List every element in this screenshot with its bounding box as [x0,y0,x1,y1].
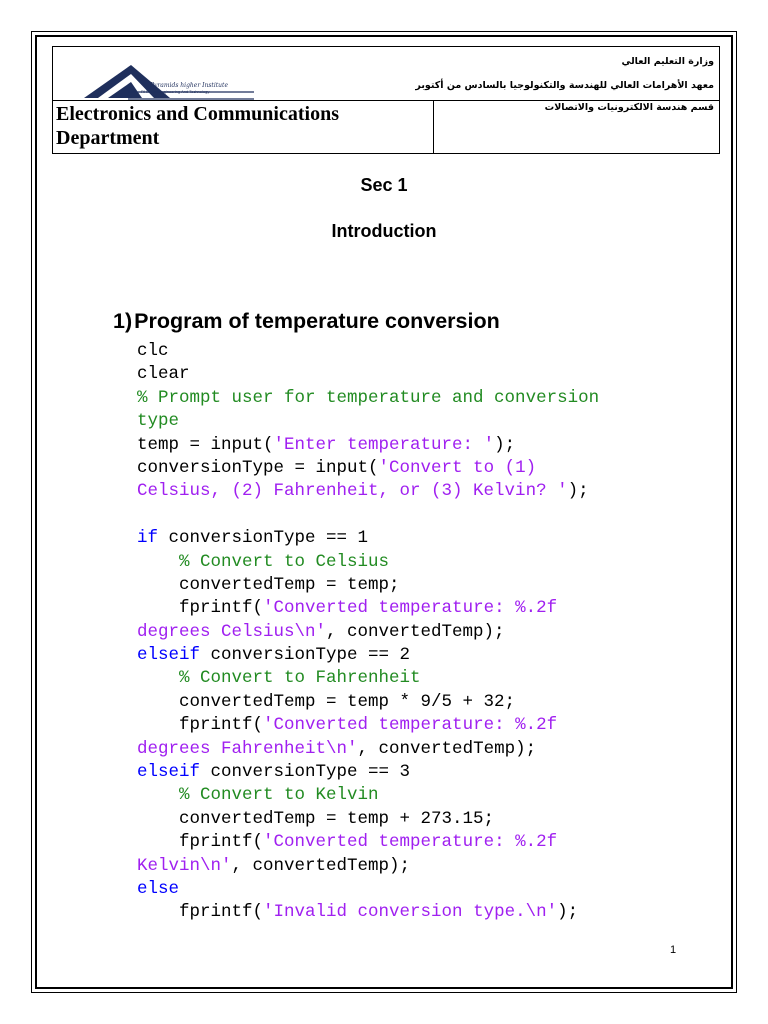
code-token: ); [494,434,516,455]
code-token: convertedTemp = temp; [137,574,400,595]
code-line [137,434,599,457]
section-subtitle: Introduction [331,221,437,241]
department-name: Electronics and Communications Department [56,103,339,149]
code-line [137,340,599,363]
code-token: clear [137,364,190,385]
code-token: degrees Celsius\n' [137,621,327,642]
code-token: type [137,411,180,432]
code-token: 'Enter temperature: ' [273,434,495,455]
code-line [137,901,599,924]
logo-name: Pyramids higher Institute [150,82,229,89]
code-token: else [137,878,180,899]
code-token: temp = input( [137,434,274,455]
code-token: 'Converted temperature: %.2f [263,598,558,619]
code-token: 'Invalid conversion type.\n' [263,902,558,923]
pyramid-logo-icon [84,62,254,100]
header-divider-horizontal [52,100,720,101]
item-number: 1) [113,309,133,333]
section-title: Sec 1 [360,175,408,195]
code-token: conversionType = input( [137,457,379,478]
code-token: 'Converted temperature: %.2f [263,832,558,853]
code-line [137,574,599,597]
logo-subtitle: P.H.I. For Engineering And Technology [141,89,210,94]
code-line [137,855,599,878]
code-token: fprintf( [137,598,264,619]
code-line [137,714,599,737]
code-token: % Convert to Fahrenheit [179,668,421,689]
code-token: ); [557,902,579,923]
code-line [137,738,599,761]
code-token: convertedTemp = temp * 9/5 + 32; [137,691,516,712]
code-token: conversionType == 2 [200,645,411,666]
code-line [137,457,599,480]
code-line [137,504,599,527]
code-token: ); [567,481,589,502]
department-name-arabic: قسم هندسة الالكترونيات والاتصالات [544,102,714,113]
code-line [137,527,599,550]
code-token: Kelvin\n' [137,855,232,876]
code-line [137,551,599,574]
code-token: conversionType == 3 [200,762,411,783]
code-line [137,831,599,854]
code-line [137,597,599,620]
code-token: clc [137,341,169,361]
code-token: if [137,528,159,549]
code-token [137,785,179,805]
code-token: elseif [137,762,201,783]
code-token: Celsius, (2) Fahrenheit, or (3) Kelvin? ' [137,481,568,502]
code-token: , convertedTemp); [357,738,537,759]
code-line [137,808,599,831]
code-block [137,340,599,925]
code-token [137,552,179,572]
code-line [137,644,599,667]
header-divider-vertical [433,100,434,154]
ministry-name: وزارة التعليم العالي [621,56,714,67]
code-line [137,621,599,644]
code-token: conversionType == 1 [158,528,369,549]
code-token: 'Converted temperature: %.2f [263,715,558,736]
page-number: 1 [670,944,677,956]
code-line [137,878,599,901]
code-token: elseif [137,645,201,666]
code-line [137,410,599,433]
item-heading [113,309,500,334]
code-token [137,668,179,688]
code-token: fprintf( [137,715,264,736]
code-token: convertedTemp = temp + 273.15; [137,808,495,829]
code-line [137,784,599,807]
code-token: % Convert to Celsius [179,551,390,572]
code-token: % Convert to Kelvin [179,785,379,806]
code-line [137,667,599,690]
code-line [137,387,599,410]
code-line [137,761,599,784]
code-token: fprintf( [137,902,264,923]
code-line [137,691,599,714]
code-token: degrees Fahrenheit\n' [137,738,358,759]
code-token: , convertedTemp); [326,621,505,642]
code-line [137,363,599,386]
code-token: % Prompt user for temperature and conversion [137,387,600,408]
code-token: fprintf( [137,832,264,853]
code-line [137,480,599,503]
institute-name: معهد الأهرامات العالي للهندسة والتكنولوجيا بالسادس من أكتوبر [415,80,714,91]
item-heading-text: Program of temperature conversion [134,309,500,333]
code-token: , convertedTemp); [231,855,411,876]
code-token: 'Convert to (1) [378,457,537,478]
